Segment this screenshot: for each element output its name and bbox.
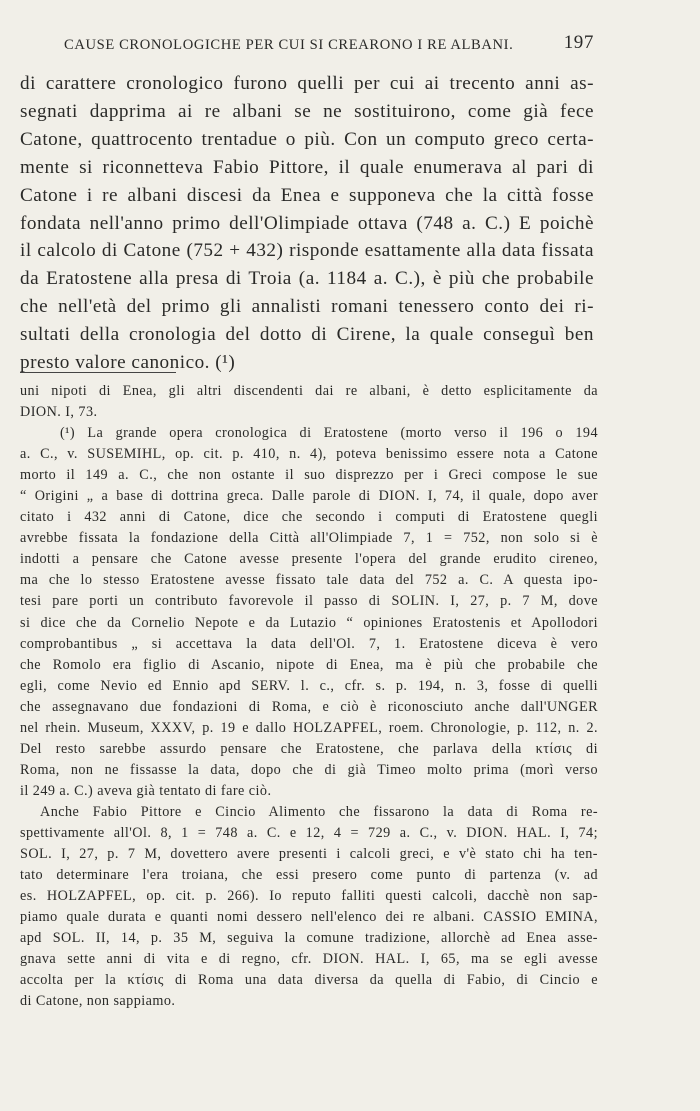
footnote-line: che assegnavano due fondazioni di Roma, e ciò è riconosciuto anche dall'UNGER [20, 698, 598, 715]
footnote-line: citato i 432 anni di Catone, dice che secondo i computi di Eratostene quegli [20, 509, 598, 526]
footnote-line: (¹) La grande opera cronologica di Eratostene (morto verso il 196 o 194 [60, 425, 598, 442]
main-line: il calcolo di Catone (752 + 432) risponde esattamente alla data fissata [20, 240, 594, 262]
running-title: CAUSE CRONOLOGICHE PER CUI SI CREARONO I RE ALBANI. [64, 37, 514, 53]
footnote-line: piamo quale durata e quanti nomi dessero nell'elenco dei re albani. CASSIO EMINA, [20, 909, 598, 926]
footnotes [20, 381, 598, 1012]
footnote-line: spettivamente all'Ol. 8, 1 = 748 a. C. e 12, 4 = 729 a. C., v. DION. HAL. I, 74; [20, 824, 598, 841]
footnote-divider [20, 372, 176, 373]
footnote-line: Roma, non ne fissasse la data, dopo che di già Timeo molto prima (morì verso [20, 761, 598, 778]
main-line: di carattere cronologico furono quelli per cui ai trecento anni as- [20, 73, 594, 94]
running-header [64, 30, 594, 58]
footnote-line: apd SOL. II, 14, p. 35 M, seguiva la comune tradizione, allorchè ad Enea asse- [20, 930, 598, 947]
main-line: Catone, quattrocento trentadue o più. Con un computo greco certa- [20, 128, 594, 150]
footnote-line: nel rhein. Museum, XXXV, p. 19 e dallo HOLZAPFEL, roem. Chronologie, p. 112, n. 2. [20, 719, 598, 736]
footnote-line: comprobantibus „ si accettava la data dell'Ol. 7, 1. Eratostene diceva è vero [20, 635, 598, 652]
footnote-line: Anche Fabio Pittore e Cincio Alimento che fissarono la data di Roma re- [40, 803, 598, 820]
footnote-line: “ Origini „ a base di dottrina greca. Dalle parole di DION. I, 74, il quale, dopo aver [20, 488, 598, 505]
main-line: Catone i re albani discesi da Enea e supponeva che la città fosse [20, 184, 594, 206]
footnote-line: accolta per la κτίσις di Roma una data diversa da quella di Fabio, di Cincio e [20, 972, 598, 989]
main-line: che nell'età del primo gli annalisti romani tenessero conto dei ri- [20, 296, 594, 318]
main-line: presto valore canonico. (¹) [20, 352, 236, 374]
footnote-line: ma che lo stesso Eratostene avesse fissato tale data del 752 a. C. A questa ipo- [20, 572, 598, 589]
footnote-line: a. C., v. SUSEMIHL, op. cit. p. 410, n. 4), poteva benissimo essere nota a Catone [20, 446, 598, 463]
footnote-line: morto il 149 a. C., che non ostante il suo disprezzo per i Greci compose le sue [20, 467, 598, 484]
main-line: da Eratostene alla presa di Troia (a. 1184 a. C.), è più che probabile [20, 268, 594, 290]
footnote-line: si dice che da Cornelio Nepote e da Lutazio “ opiniones Eratostenis et Apollodori [20, 614, 598, 631]
footnote-line: di Catone, non sappiamo. [20, 993, 176, 1010]
footnote-line: tesi pare porti un contributo favorevole il passo di SOLIN. I, 27, p. 7 M, dove [20, 593, 598, 610]
main-line: segnati dapprima ai re albani se ne sostituirono, come già fece [20, 100, 594, 122]
footnote-line: il 249 a. C.) aveva già tentato di fare ciò. [20, 782, 272, 799]
footnote-line: DION. I, 73. [20, 404, 98, 421]
footnote-line: avrebbe fissata la fondazione della Città all'Olimpiade 7, 1 = 752, non solo si è [20, 530, 598, 547]
footnote-line: uni nipoti di Enea, gli altri discendenti dai re albani, è detto esplicitamente da [20, 383, 598, 399]
footnote-line: egli, come Nevio ed Ennio apd SERV. l. c., cfr. s. p. 194, n. 3, fosse di quelli [20, 677, 598, 694]
footnote-line: indotti a pensare che Catone avesse presente l'opera del grande erudito cireneo, [20, 551, 598, 568]
footnote-line: gnava sette anni di vita e di regno, cfr. DION. HAL. I, 65, ma se egli avesse [20, 951, 598, 968]
main-line: sultati della cronologia del dotto di Cirene, la quale conseguì ben [20, 324, 594, 346]
main-line: fondata nell'anno primo dell'Olimpiade ottava (748 a. C.) E poichè [20, 212, 594, 234]
footnote-line: che Romolo era figlio di Ascanio, nipote di Enea, ma è più che probabile che [20, 656, 598, 673]
footnote-line: Del resto sarebbe assurdo pensare che Eratostene, che parlava della κτίσις di [20, 740, 598, 757]
footnote-line: SOL. I, 27, p. 7 M, dovettero avere presenti i calcoli greci, e v'è stato chi ha ten- [20, 846, 598, 863]
page-number: 197 [563, 32, 594, 53]
footnote-line: es. HOLZAPFEL, op. cit. p. 266). Io reputo falliti questi calcoli, dacchè non sap- [20, 888, 598, 905]
footnote-line: tato determinare l'era troiana, che essi presero come punto di partenza (v. ad [20, 867, 598, 884]
main-text [20, 70, 594, 377]
main-line: mente si riconnetteva Fabio Pittore, il quale enumerava al pari di [20, 156, 594, 178]
